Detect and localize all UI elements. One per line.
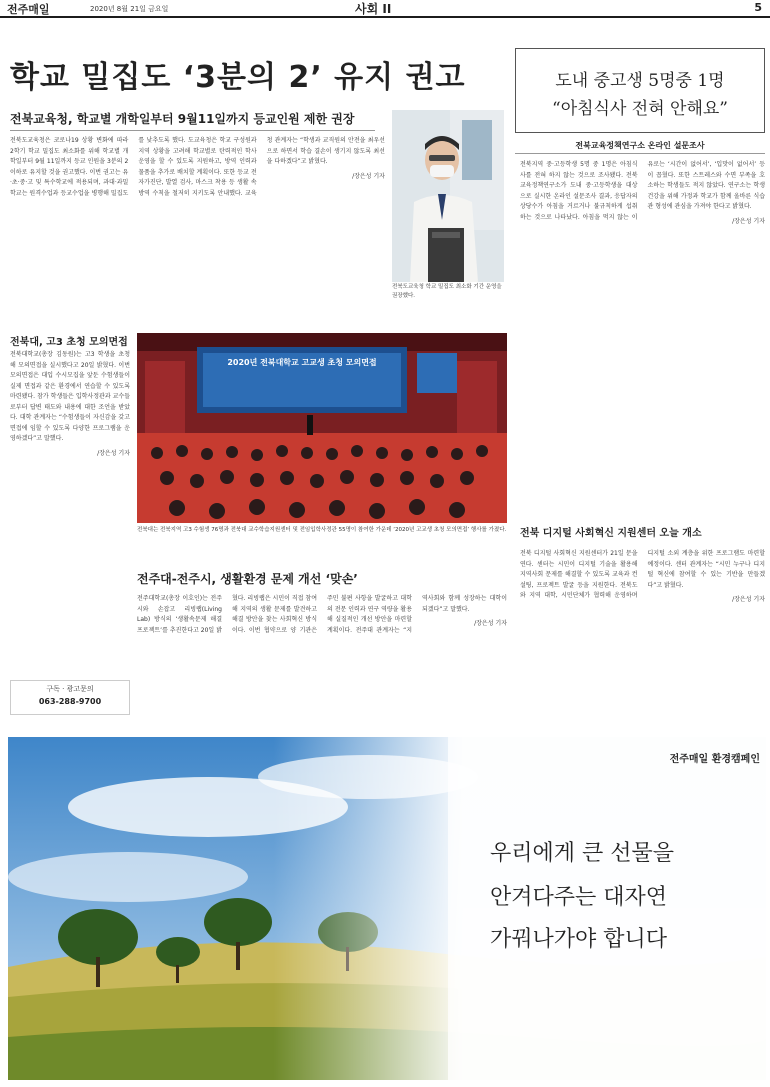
ad-slogan-line3: 가꿔나가야 합니다 xyxy=(490,927,668,952)
left-body-text: 전북대학교(총장 김동원)는 고3 학생을 초청해 모의면접을 실시했다고 20일 밝혔다. 이번 모의면접은 대입 수시모집을 앞둔 수험생들이 실제 면접과 같은 환경에서 연습할 수 있도록 마련됐다. 참가 학생들은 입학사정관과 교수들로부터 답변 태도와 내용에 대한 조언을 받았다. 대학 관계자는 “수험생들이 자신감을 갖고 면접에 임할 수 있도록 다양한 프로그램을 운영하겠다”고 말했다. xyxy=(10,351,130,442)
digital-body-text: 전북 디지털 사회혁신 지원센터가 21일 문을 연다. 센터는 시민이 디지털 기술을 활용해 지역사회 문제를 해결할 수 있도록 교육과 컨설팅, 프로젝트 발굴 등을 지원한다. 전북도와 지역 대학, 시민단체가 협력해 운영하며 디지털 소외 계층을 위한 프로그램도 마련할 예정이다. 센터 관계자는 “시민 누구나 디지털 혁신에 참여할 수 있는 기반을 만들겠다”고 밝혔다. xyxy=(520,550,765,599)
divider xyxy=(515,153,765,154)
superintendent-photo xyxy=(392,110,504,282)
lead-headline: 학교 밀집도 ‘3분의 2’ 유지 권고 xyxy=(10,60,466,95)
page-number: 5 xyxy=(754,1,762,14)
jeonju-body-text: 전주대학교(총장 이호인)는 전주시와 손잡고 리빙랩(Living Lab) 방식의 ‘생활속문제 해결 프로젝트’를 추진한다고 20일 밝혔다. 리빙랩은 시민이 직접 참여해 지역의 생활 문제를 발견하고 해결 방안을 찾는 사회혁신 방식이다. 이번 협약으로 양 기관은 주민 불편 사항을 발굴하고 대학의 전문 인력과 연구 역량을 활용해 실질적인 개선 방안을 마련할 계획이다. 전주대 관계자는 “지역사회와 함께 성장하는 대학이 되겠다”고 말했다. xyxy=(137,595,507,634)
left-headline: 전북대, 고3 초청 모의면접 xyxy=(10,337,128,348)
ad-campaign-name: 전주매일 환경캠페인 xyxy=(669,754,760,765)
right-headline-line1: 도내 중고생 5명중 1명 xyxy=(555,71,725,91)
lead-article-body xyxy=(10,136,385,326)
subscription-phone: 063-288-9700 xyxy=(38,697,102,706)
jeonju-byline: /장은성 기자 xyxy=(474,620,507,627)
right-headline-line2: “아침식사 전혀 안해요” xyxy=(552,99,728,119)
lead-body-text: 전북도교육청은 코로나19 상황 변화에 따라 2학기 학교 밀집도 최소화를 위해 학교별 개학일부터 9월 11일까지 등교 인원을 3분의 2 이하로 유지할 것을 권고했다. 이번 권고는 유·초·중·고 및 특수학교에 적용되며, 과대·과밀학교는 원격수업과 등교수업을 병행해 밀집도를 낮추도록 했다. 도교육청은 학교 구성원과 지역 상황을 고려해 학교별로 탄력적인 학사 운영을 할 수 있도록 지원하고, 방역 인력과 물품을 추가로 배치할 계획이다. 또한 등교 전 자가진단, 발열 검사, 마스크 착용 등 생활 속 방역 수칙을 철저히 지키도록 안내했다. 교육청 관계자는 “학생과 교직원의 안전을 최우선으로 하면서 학습 결손이 생기지 않도록 최선을 다하겠다”고 밝혔다. xyxy=(10,137,385,197)
auditorium-illustration xyxy=(137,333,507,523)
lead-byline: /장은성 기자 xyxy=(352,172,385,180)
stage-banner: 2020년 전북대학교 고교생 초청 모의면접 xyxy=(227,358,377,367)
jeonju-headline: 전주대-전주시, 생활환경 문제 개선 ‘맞손’ xyxy=(137,572,358,586)
ad-slogan-line2: 안겨다주는 대자연 xyxy=(490,885,668,910)
divider xyxy=(10,130,375,131)
newspaper-logo: 전주매일 xyxy=(7,3,50,16)
digital-center-headline: 전북 디지털 사회혁신 지원센터 오늘 개소 xyxy=(520,528,702,539)
left-article-body xyxy=(10,350,130,675)
page-header xyxy=(0,0,770,18)
digital-center-article-body xyxy=(520,549,765,721)
person-illustration xyxy=(392,110,504,282)
lead-subheadline: 전북교육청, 학교별 개학일부터 9월11일까지 등교인원 제한 권장 xyxy=(10,112,355,126)
right-byline: /장은성 기자 xyxy=(732,217,765,225)
left-byline: /장은성 기자 xyxy=(97,449,130,457)
photo-caption: 전북대는 전북지역 고3 수험생 76명과 전북대 교수학습지원센터 및 전임입학사정관 55명이 참여한 가운데 ‘2020년 고교생 초청 모의면접’ 행사를 가졌다. xyxy=(137,527,507,533)
jeonju-article-body xyxy=(137,594,507,719)
right-body-text: 전북지역 중·고등학생 5명 중 1명은 아침식사를 전혀 하지 않는 것으로 조사됐다. 전북교육정책연구소가 도내 중·고등학생을 대상으로 실시한 온라인 설문조사 결과, 응답자의 상당수가 아침을 거르거나 불규칙하게 섭취하는 것으로 나타났다. 아침을 먹지 않는 이유로는 ‘시간이 없어서’, ‘입맛이 없어서’ 등이 꼽혔다. 또한 스트레스와 수면 부족을 호소하는 학생들도 적지 않았다. 연구소는 학생 건강을 위해 가정과 학교가 함께 올바른 식습관 형성에 관심을 가져야 한다고 밝혔다. xyxy=(520,161,765,221)
right-subheadline: 전북교육정책연구소 온라인 설문조사 xyxy=(575,141,705,150)
digital-byline: /장은성 기자 xyxy=(732,596,765,603)
ad-slogan-line1: 우리에게 큰 선물을 xyxy=(490,841,675,866)
photo-caption: 전북도교육청 학교 밀집도 최소화 기간 운영을 권장했다. xyxy=(392,284,502,299)
section-name: 사회 II xyxy=(355,2,392,16)
mock-interview-photo xyxy=(137,333,507,523)
subscription-label: 구독 · 광고문의 xyxy=(46,685,94,693)
issue-date: 2020년 8월 21일 금요일 xyxy=(90,5,169,13)
right-article-body xyxy=(520,160,765,510)
